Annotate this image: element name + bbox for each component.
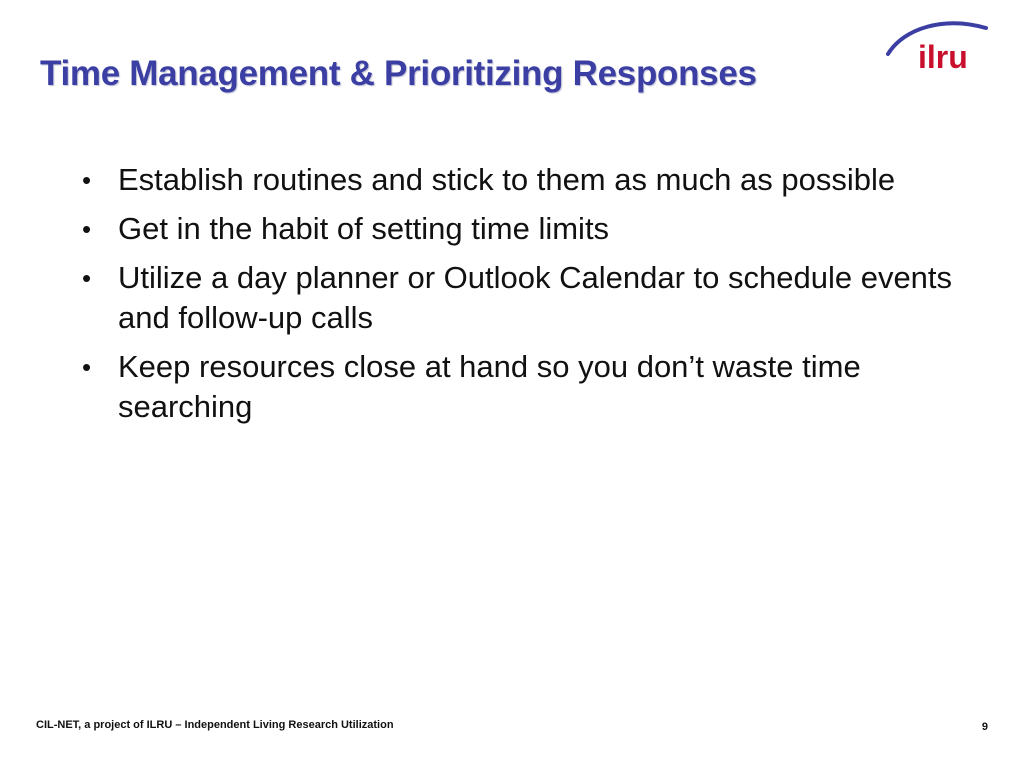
bullet-text: Establish routines and stick to them as much as possible [118,162,896,197]
bullet-text: Get in the habit of setting time limits [118,211,610,246]
bullet-dot-icon: • [82,165,92,195]
bullet-text: Keep resources close at hand so you don’t waste time searching [118,349,861,424]
bullet-item [78,160,958,200]
bullet-item [78,209,958,249]
footer-text: CIL-NET, a project of ILRU – Independent Living Research Utilization [36,719,394,731]
bullet-dot-icon: • [82,214,92,244]
slide-title: Time Management & Prioritizing Responses [40,54,757,93]
logo-text: ilru [918,39,968,75]
bullet-item [78,347,958,427]
bullet-dot-icon: • [82,263,92,293]
bullet-item [78,258,958,338]
ilru-logo [882,14,992,76]
bullet-dot-icon: • [82,352,92,382]
bullet-text: Utilize a day planner or Outlook Calendar to schedule events and follow-up calls [118,260,953,335]
page-number: 9 [981,721,988,733]
bullet-list [78,160,958,436]
